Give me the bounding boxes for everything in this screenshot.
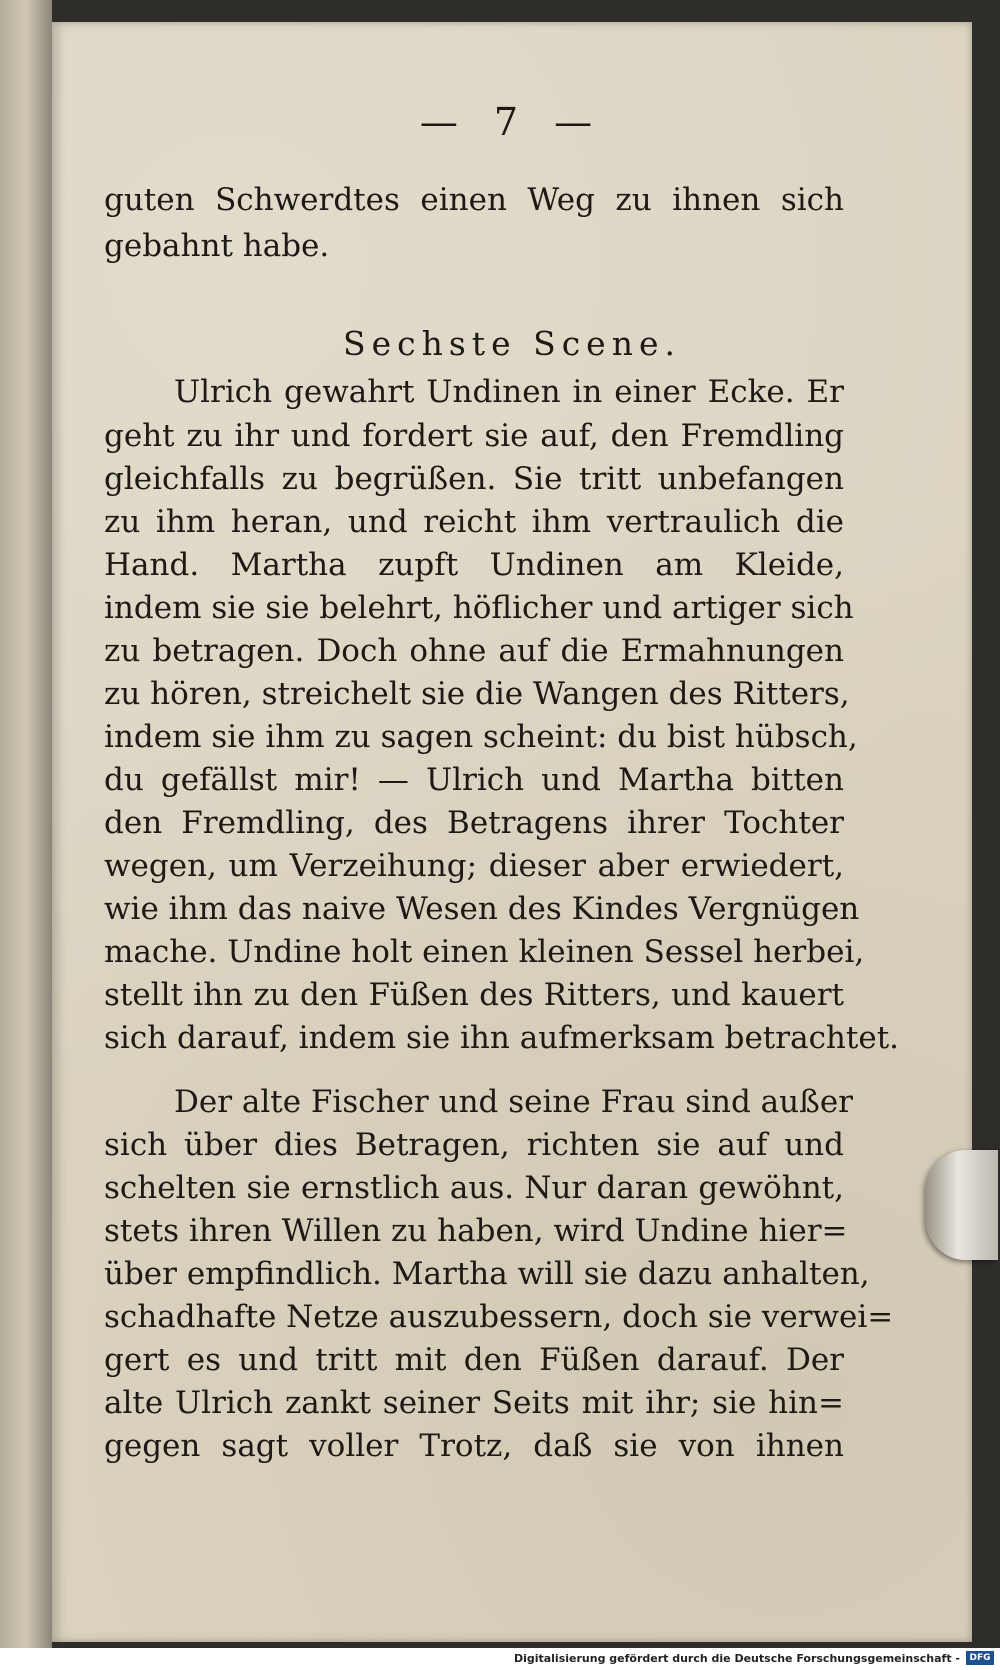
text-line: Ulrich gewahrt Undinen in einer Ecke. Er [174,374,844,410]
text-line: den Fremdling, des Betragens ihrer Tochter [104,805,844,841]
book-page [52,22,972,1642]
text-line: geht zu ihr und fordert sie auf, den Fremdling [104,418,844,454]
text-line: zu betragen. Doch ohne auf die Ermahnungen [104,633,844,669]
text-line: sich über dies Betragen, richten sie auf und [104,1127,844,1163]
footer-credit: Digitalisierung gefördert durch die Deutsche Forschungsgemeinschaft - [513,1652,960,1665]
text-line: zu ihm heran, und reicht ihm vertraulich die [104,504,844,540]
text-line: gebahnt habe. [104,228,330,264]
text-line: indem sie sie belehrt, höflicher und artiger sich [104,590,854,626]
text-line: über empfindlich. Martha will sie dazu anhalten, [104,1256,870,1292]
page-clip [926,1150,998,1260]
text-line: stets ihren Willen zu haben, wird Undine hier= [104,1213,848,1249]
text-line: schelten sie ernstlich aus. Nur daran gewöhnt, [104,1170,844,1206]
text-line: mache. Undine holt einen kleinen Sessel herbei, [104,934,865,970]
book-spine-edge [0,0,52,1648]
text-line: schadhafte Netze auszubessern, doch sie verwei= [104,1299,894,1335]
text-line: guten Schwerdtes einen Weg zu ihnen sich [104,182,844,218]
text-line: indem sie ihm zu sagen scheint: du bist hübsch, [104,719,858,755]
text-line: alte Ulrich zankt seiner Seits mit ihr; sie hin= [104,1385,844,1421]
text-line: gert es und tritt mit den Füßen darauf. Der [104,1342,844,1378]
text-line: zu hören, streichelt sie die Wangen des Ritters, [104,676,850,712]
footer [0,1648,1000,1670]
text-line: Der alte Fischer und seine Frau sind außer [174,1084,854,1120]
text-line: du gefällst mir! — Ulrich und Martha bitten [104,762,844,798]
text-line: wie ihm das naive Wesen des Kindes Vergnügen [104,891,860,927]
text-line: gleichfalls zu begrüßen. Sie tritt unbefangen [104,461,844,497]
text-line: Hand. Martha zupft Undinen am Kleide, [104,547,844,583]
text-line: sich darauf, indem sie ihn aufmerksam betrachtet. [104,1020,900,1056]
text-line: gegen sagt voller Trotz, daß sie von ihnen [104,1428,844,1464]
page-number: — 7 — [419,100,605,144]
text-line: stellt ihn zu den Füßen des Ritters, und kauert [104,977,844,1013]
dfg-logo: DFG [966,1651,994,1665]
text-line: wegen, um Verzeihung; dieser aber erwiedert, [104,848,844,884]
scene-heading: Sechste Scene. [343,324,681,363]
